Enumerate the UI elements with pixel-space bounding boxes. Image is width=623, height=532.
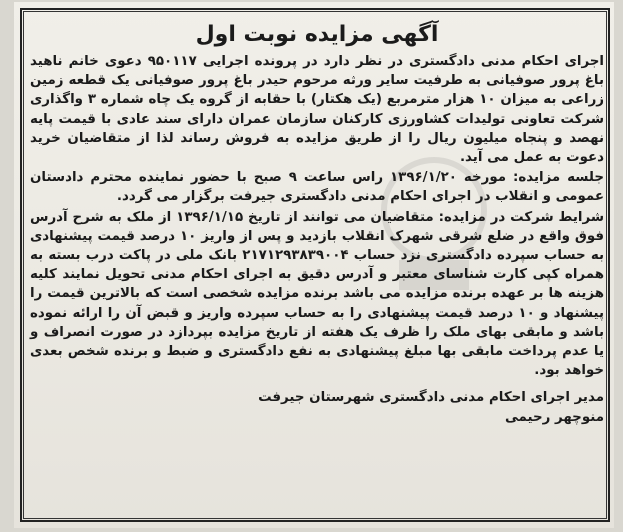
signature-name: منوچهر رحیمی [505, 410, 604, 426]
signature-block [30, 388, 604, 428]
notice-body [30, 20, 604, 428]
notice-intro-paragraph: اجرای احکام مدنی دادگستری در نظر دارد در پرونده اجرایی ۹۵۰۱۱۷ دعوی خانم ناهید باغ پرور صوفیانی به طرفیت سایر ورثه مرحوم حیدر باغ پرور صوفیانی یک قطعه زمین زراعی به میزان ۱۰ هزار مترمربع (یک هکتار) با حقابه از گروه یک چاه شماره ۳ واگذاری شرکت تعاونی تولیدات کشاورزی کارکنان سازمان عمران دارای سند عادی با قیمت پایه نهصد و پنجاه میلیون ریال را از طریق مزایده به فروش رساند لذا از متقاضیان خرید دعوت به عمل می آید. [30, 54, 605, 166]
auction-conditions-paragraph: شرایط شرکت در مزایده: متقاضیان می توانند از تاریخ ۱۳۹۶/۱/۱۵ از ملک به شرح آدرس فوق واقع در ضلع شرقی شهرک انقلاب بازدید و پس از واریز ۱۰ درصد قیمت پیشنهادی به حساب سپرده دادگستری نزد حساب ۲۱۷۱۲۹۳۸۳۹۰۰۴ بانک ملی در پاکت درب بسته به همراه کپی کارت شناسای معتبر و آدرس دقیق به اجرای احکام مدنی تحویل نمایند کلیه هزینه ها بر عهده برنده مزایده می باشد برنده مزایده شخصی است که بالاترین قیمت را پیشنهاد و ۱۰ درصد قیمت پیشنهادی را به حساب سپرده واریز و قبض آن را ارائه نموده باشد و مابقی بهای ملک را ظرف یک هفته از تاریخ مزایده بپردازد در صورت انصراف و یا عدم پرداخت مابقی بها مبلغ پیشنهادی به نفع دادگستری و ضبط و برنده شخص بعدی خواهد بود. [30, 209, 604, 379]
notice-title: آگهی مزایده نوبت اول [195, 22, 439, 47]
auction-session-paragraph: جلسه مزایده: مورخه ۱۳۹۶/۱/۲۰ راس ساعت ۹ صبح با حضور نماینده محترم دادستان عمومی و انقلاب در اجرای احکام مدنی دادگستری جیرفت برگزار می گردد. [30, 170, 605, 205]
newspaper-clipping [14, 2, 614, 528]
signature-position: مدیر اجرای احکام مدنی دادگستری شهرستان جیرفت [258, 390, 604, 406]
